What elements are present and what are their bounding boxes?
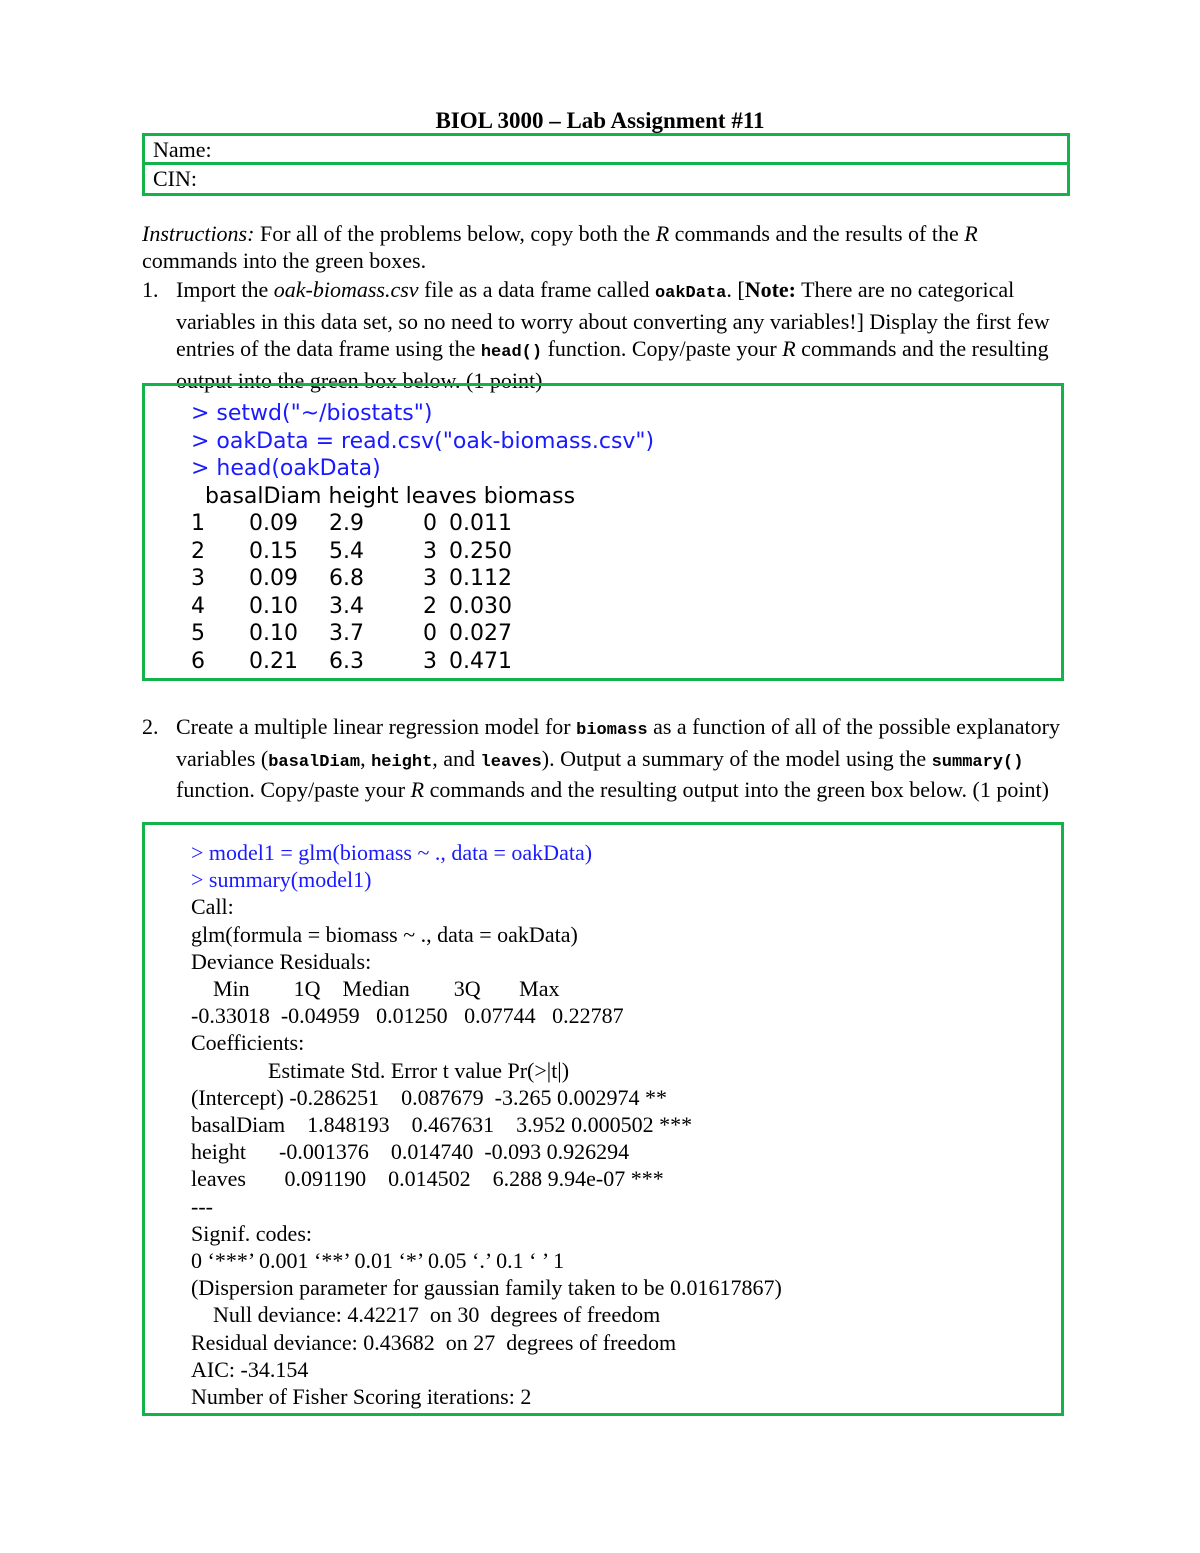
command-list [145, 400, 1061, 483]
table-cell: 0 [423, 621, 437, 646]
question-2 [142, 713, 1072, 804]
table-cell: 0.10 [249, 621, 298, 646]
r-command: > head(oakData) [191, 456, 381, 481]
table-cell: 6.8 [329, 566, 364, 591]
output-line: (Dispersion parameter for gaussian family taken to be 0.01617867) [191, 1275, 782, 1301]
table-row [145, 510, 1061, 538]
table-cell: 0.09 [249, 566, 298, 591]
page-title: BIOL 3000 – Lab Assignment #11 [435, 108, 765, 133]
output-line: (Intercept) -0.286251 0.087679 -3.265 0.002974 ** [191, 1084, 667, 1110]
output-line: 0 ‘***’ 0.001 ‘**’ 0.01 ‘*’ 0.05 ‘.’ 0.1 ‘ ’ 1 [191, 1248, 565, 1274]
table-cell: 0.471 [449, 648, 512, 674]
table-cell: 0.09 [249, 511, 298, 536]
r-command: > setwd("~/biostats") [191, 401, 433, 426]
table-cell: 3 [423, 648, 437, 674]
cin-field[interactable]: CIN: [153, 166, 197, 191]
output-line: Call: [191, 894, 234, 920]
table-cell: 0 [423, 511, 437, 536]
output-line: Signif. codes: [191, 1220, 312, 1246]
answer-box-1[interactable] [142, 383, 1064, 681]
table-cell: 3 [423, 566, 437, 591]
output-line: leaves 0.091190 0.014502 6.288 9.94e-07 *** [191, 1166, 664, 1192]
table-cell: 4 [191, 593, 205, 619]
table-header: basalDiam height leaves biomass [205, 483, 576, 509]
question-1 [142, 276, 1072, 394]
output-line: -0.33018 -0.04959 0.01250 0.07744 0.22787 [191, 1003, 624, 1029]
instructions-label: Instructions: [142, 221, 255, 246]
output-line: Min 1Q Median 3Q Max [191, 976, 560, 1002]
table-cell: 3 [423, 538, 437, 564]
output-line: basalDiam 1.848193 0.467631 3.952 0.000502 *** [191, 1112, 693, 1138]
table-row [145, 648, 1061, 676]
table-cell: 0.027 [449, 621, 512, 646]
r-command: > model1 = glm(biomass ~ ., data = oakData) [191, 840, 593, 865]
table-cell: 5.4 [329, 538, 364, 564]
table-cell: 3.7 [329, 621, 364, 646]
table-cell: 5 [191, 621, 205, 646]
output-line: Residual deviance: 0.43682 on 27 degrees of freedom [191, 1329, 677, 1355]
table-cell: 3.4 [329, 593, 364, 619]
table-row [145, 565, 1061, 593]
table-cell: 0.10 [249, 593, 298, 619]
table-cell: 0.15 [249, 538, 298, 564]
question-text: Import the oak-biomass.csv file as a data frame called oakData. [Note: There are no categorical variables in this data set, so no need to worry about converting any variables!] Display the first few entries of the data frame using the head() function. Copy/paste your R commands and the resulting output into the green box below. (1 point) [176, 277, 1050, 393]
question-number: 1. [142, 277, 159, 302]
table-cell: 1 [191, 511, 205, 536]
r-command: > summary(model1) [191, 867, 372, 893]
table-cell: 2.9 [329, 511, 364, 536]
r-command: > oakData = read.csv("oak-biomass.csv") [191, 428, 655, 454]
table-cell: 0.112 [449, 566, 512, 591]
output-line: --- [191, 1193, 213, 1219]
output-line: Coefficients: [191, 1030, 305, 1056]
output-line: height -0.001376 0.014740 -0.093 0.926294 [191, 1139, 630, 1165]
table-cell: 6.3 [329, 648, 364, 674]
output-line: Number of Fisher Scoring iterations: 2 [191, 1384, 532, 1410]
student-info-box [142, 133, 1070, 196]
table-cell: 0.011 [449, 511, 512, 536]
table-cell: 0.21 [249, 648, 298, 674]
answer-box-2[interactable] [142, 822, 1064, 1416]
table-row [145, 620, 1061, 648]
data-table [145, 510, 1061, 675]
table-cell: 0.250 [449, 538, 512, 564]
table-cell: 6 [191, 648, 205, 674]
table-row [145, 538, 1061, 566]
table-cell: 0.030 [449, 593, 512, 619]
command-list [145, 839, 1061, 893]
output-line: Estimate Std. Error t value Pr(>|t|) [191, 1057, 570, 1083]
table-cell: 2 [191, 538, 205, 564]
table-cell: 2 [423, 593, 437, 619]
table-cell: 3 [191, 566, 205, 591]
model-summary-output [145, 893, 1061, 1410]
instructions: Instructions: For all of the problems below, copy both the R commands and the results of the R commands into the green boxes. [142, 221, 978, 273]
table-row [145, 593, 1061, 621]
output-line: AIC: -34.154 [191, 1356, 309, 1382]
output-line: Null deviance: 4.42217 on 30 degrees of freedom [191, 1302, 661, 1328]
output-line: Deviance Residuals: [191, 948, 372, 974]
output-line: glm(formula = biomass ~ ., data = oakData) [191, 921, 578, 947]
name-field[interactable]: Name: [145, 136, 1067, 165]
question-number: 2. [142, 714, 159, 739]
question-text: Create a multiple linear regression model for biomass as a function of all of the possible explanatory variables (basalDiam, height, and leaves). Output a summary of the model using the summary() function. Copy/paste your R commands and the resulting output into the green box below. (1 point) [176, 714, 1060, 802]
